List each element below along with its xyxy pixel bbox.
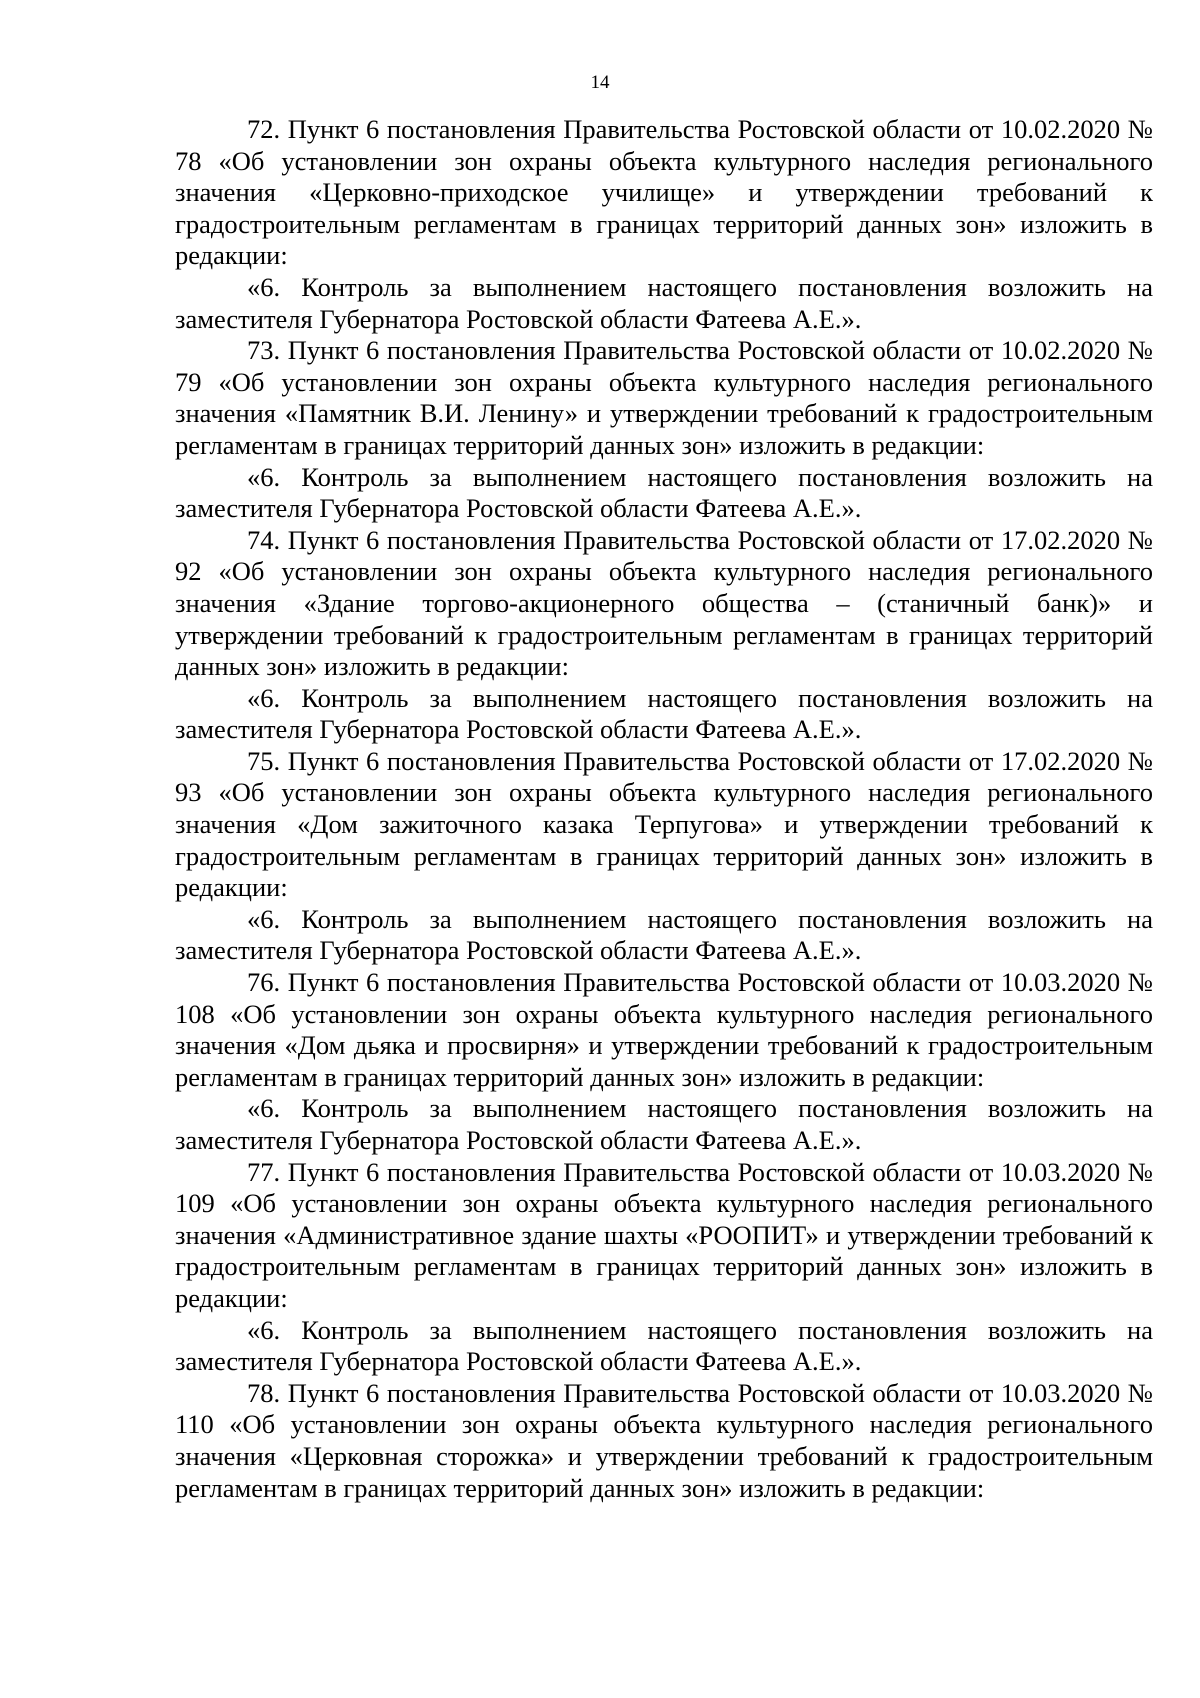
paragraph-quote-72: «6. Контроль за выполнением настоящего постановления возложить на заместителя Губернатора Ростовской области Фатеева А.Е.». — [175, 271, 1153, 334]
paragraph-quote-74: «6. Контроль за выполнением настоящего постановления возложить на заместителя Губернатора Ростовской области Фатеева А.Е.». — [175, 682, 1153, 745]
paragraph-quote-73: «6. Контроль за выполнением настоящего постановления возложить на заместителя Губернатора Ростовской области Фатеева А.Е.». — [175, 461, 1153, 524]
paragraph-item-74: 74. Пункт 6 постановления Правительства Ростовской области от 17.02.2020 № 92 «Об установлении зон охраны объекта культурного наследия регионального значения «Здание торгово-акционерного общества – (станичный банк)» и утверждении требований к градостроительным регламентам в границах территорий данных зон» изложить в редакции: — [175, 524, 1153, 682]
paragraph-item-78: 78. Пункт 6 постановления Правительства Ростовской области от 10.03.2020 № 110 «Об установлении зон охраны объекта культурного наследия регионального значения «Церковная сторожка» и утверждении требований к градостроительным регламентам в границах территорий данных зон» изложить в редакции: — [175, 1377, 1153, 1503]
paragraph-quote-75: «6. Контроль за выполнением настоящего постановления возложить на заместителя Губернатора Ростовской области Фатеева А.Е.». — [175, 903, 1153, 966]
paragraph-item-72: 72. Пункт 6 постановления Правительства Ростовской области от 10.02.2020 № 78 «Об установлении зон охраны объекта культурного наследия регионального значения «Церковно-приходское училище» и утверждении требований к градостроительным регламентам в границах территорий данных зон» изложить в редакции: — [175, 114, 1153, 271]
paragraph-item-77: 77. Пункт 6 постановления Правительства Ростовской области от 10.03.2020 № 109 «Об установлении зон охраны объекта культурного наследия регионального значения «Административное здание шахты «РООПИТ» и утверждении требований к градостроительным регламентам в границах территорий данных зон» изложить в редакции: — [175, 1156, 1153, 1313]
page-number: 14 — [590, 72, 610, 93]
document-body — [175, 114, 1153, 1504]
paragraph-item-73: 73. Пункт 6 постановления Правительства Ростовской области от 10.02.2020 № 79 «Об установлении зон охраны объекта культурного наследия регионального значения «Памятник В.И. Ленину» и утверждении требований к градостроительным регламентам в границах территорий данных зон» изложить в редакции: — [175, 335, 1153, 460]
paragraph-quote-77: «6. Контроль за выполнением настоящего постановления возложить на заместителя Губернатора Ростовской области Фатеева А.Е.». — [175, 1314, 1153, 1377]
paragraph-quote-76: «6. Контроль за выполнением настоящего постановления возложить на заместителя Губернатора Ростовской области Фатеева А.Е.». — [175, 1093, 1153, 1155]
paragraph-item-75: 75. Пункт 6 постановления Правительства Ростовской области от 17.02.2020 № 93 «Об установлении зон охраны объекта культурного наследия регионального значения «Дом зажиточного казака Терпугова» и утверждении требований к градостроительным регламентам в границах территорий данных зон» изложить в редакции: — [175, 745, 1153, 903]
paragraph-item-76: 76. Пункт 6 постановления Правительства Ростовской области от 10.03.2020 № 108 «Об установлении зон охраны объекта культурного наследия регионального значения «Дом дьяка и просвирня» и утверждении требований к градостроительным регламентам в границах территорий данных зон» изложить в редакции: — [175, 967, 1153, 1092]
